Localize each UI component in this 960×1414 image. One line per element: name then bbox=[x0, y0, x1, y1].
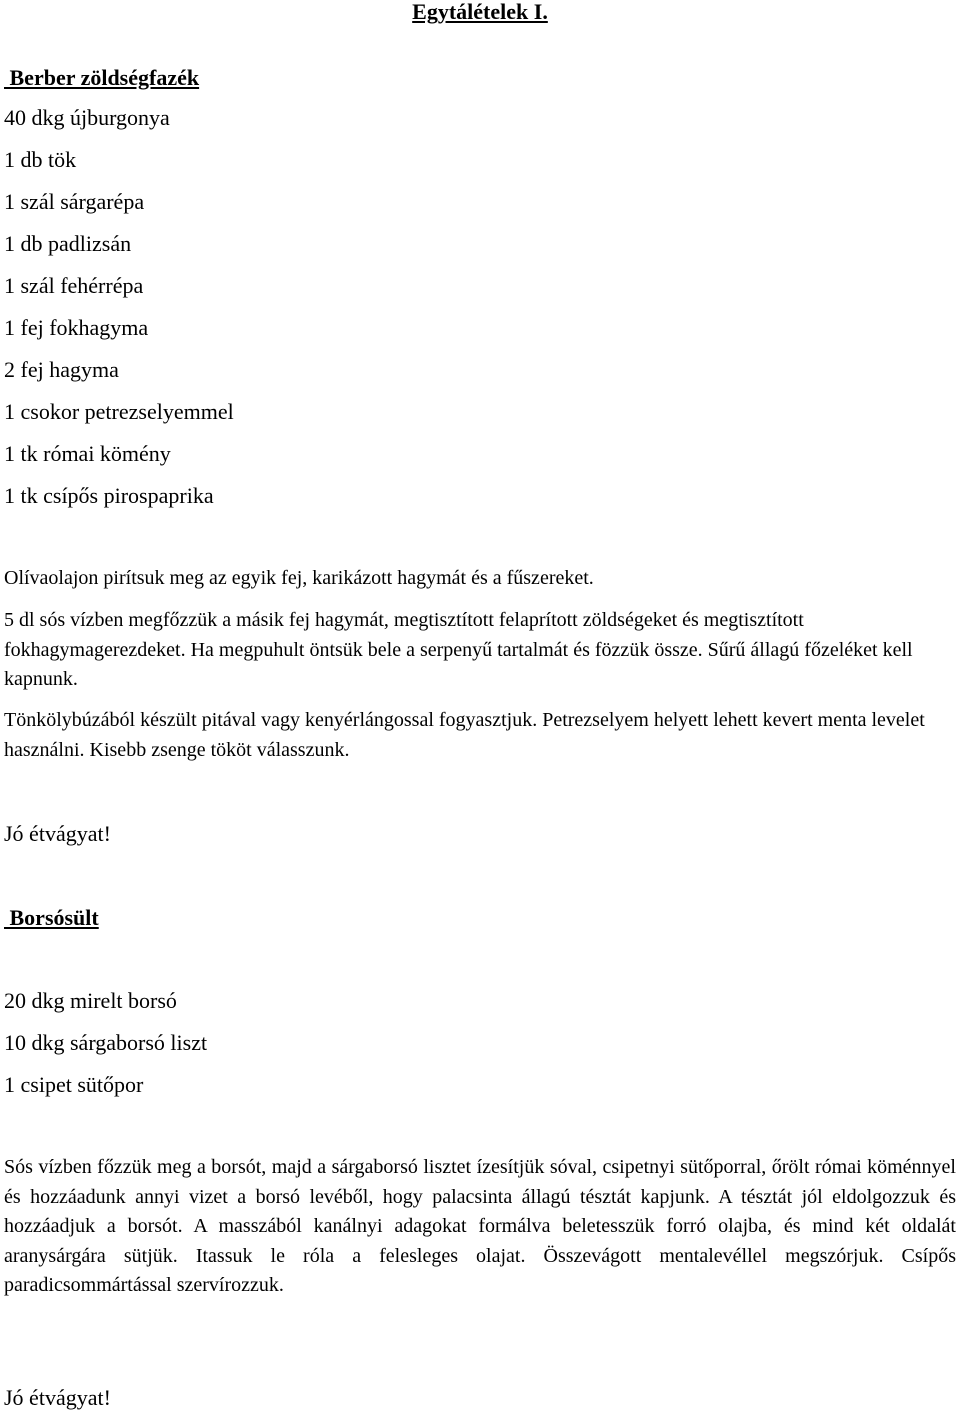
recipe-title-berber: Berber zöldségfazék bbox=[4, 65, 200, 90]
recipe-title-borsosult: Borsósült bbox=[4, 905, 99, 930]
instruction-paragraph: Sós vízben főzzük meg a borsót, majd a sárgaborsó lisztet ízesítjük sóval, csipetnyi sütőporral, őrölt római köménnyel és hozzáadunk annyi vizet a borsó levéből, hogy palacsinta állagú tésztát kapjunk. A tésztát jól eldolgozzuk és hozzáadjuk a borsót. A masszából kanálnyi adagokat formálva beletesszük forró olajba, és mind két oldalát aranysárgára sütjük. Itassuk le róla a felesleges olajat. Összevágott mentalevéllel megszórjuk. Csípős paradicsommártással szervírozzuk. bbox=[4, 1156, 956, 1296]
ingredient-item: 1 tk csípős pirospaprika bbox=[4, 483, 214, 508]
ingredient-item: 20 dkg mirelt borsó bbox=[4, 988, 177, 1013]
closing-line: Jó étvágyat! bbox=[4, 1385, 111, 1410]
ingredient-item: 1 db tök bbox=[4, 147, 77, 172]
ingredient-item: 1 szál sárgarépa bbox=[4, 189, 145, 214]
document-title: Egytálételek I. bbox=[412, 0, 548, 24]
ingredient-item: 2 fej hagyma bbox=[4, 357, 119, 382]
ingredient-list-berber bbox=[4, 104, 234, 524]
ingredient-item: 40 dkg újburgonya bbox=[4, 105, 170, 130]
instruction-paragraph: 5 dl sós vízben megfőzzük a másik fej hagymát, megtisztított felaprított zöldségeket és megtisztított fokhagymagerezdeket. Ha megpuhult öntsük bele a serpenyű tartalmát és fözzük össze. Sűrű állagú főzeléket kell kapnunk. bbox=[4, 609, 913, 690]
ingredient-item: 1 fej fokhagyma bbox=[4, 315, 149, 340]
ingredient-item: 1 db padlizsán bbox=[4, 231, 132, 256]
ingredient-item: 1 csipet sütőpor bbox=[4, 1072, 144, 1097]
serving-note-paragraph: Tönkölybúzából készült pitával vagy kenyérlángossal fogyasztjuk. Petrezselyem helyett lehett kevert menta levelet használni. Kisebb zsenge tököt válasszunk. bbox=[4, 709, 925, 761]
ingredient-item: 1 tk római kömény bbox=[4, 441, 171, 466]
ingredient-item: 1 szál fehérrépa bbox=[4, 273, 144, 298]
closing-line: Jó étvágyat! bbox=[4, 821, 111, 846]
ingredient-item: 1 csokor petrezselyemmel bbox=[4, 399, 234, 424]
instruction-paragraph: Olívaolajon pirítsuk meg az egyik fej, karikázott hagymát és a fűszereket. bbox=[4, 567, 594, 589]
ingredient-item: 10 dkg sárgaborsó liszt bbox=[4, 1030, 208, 1055]
